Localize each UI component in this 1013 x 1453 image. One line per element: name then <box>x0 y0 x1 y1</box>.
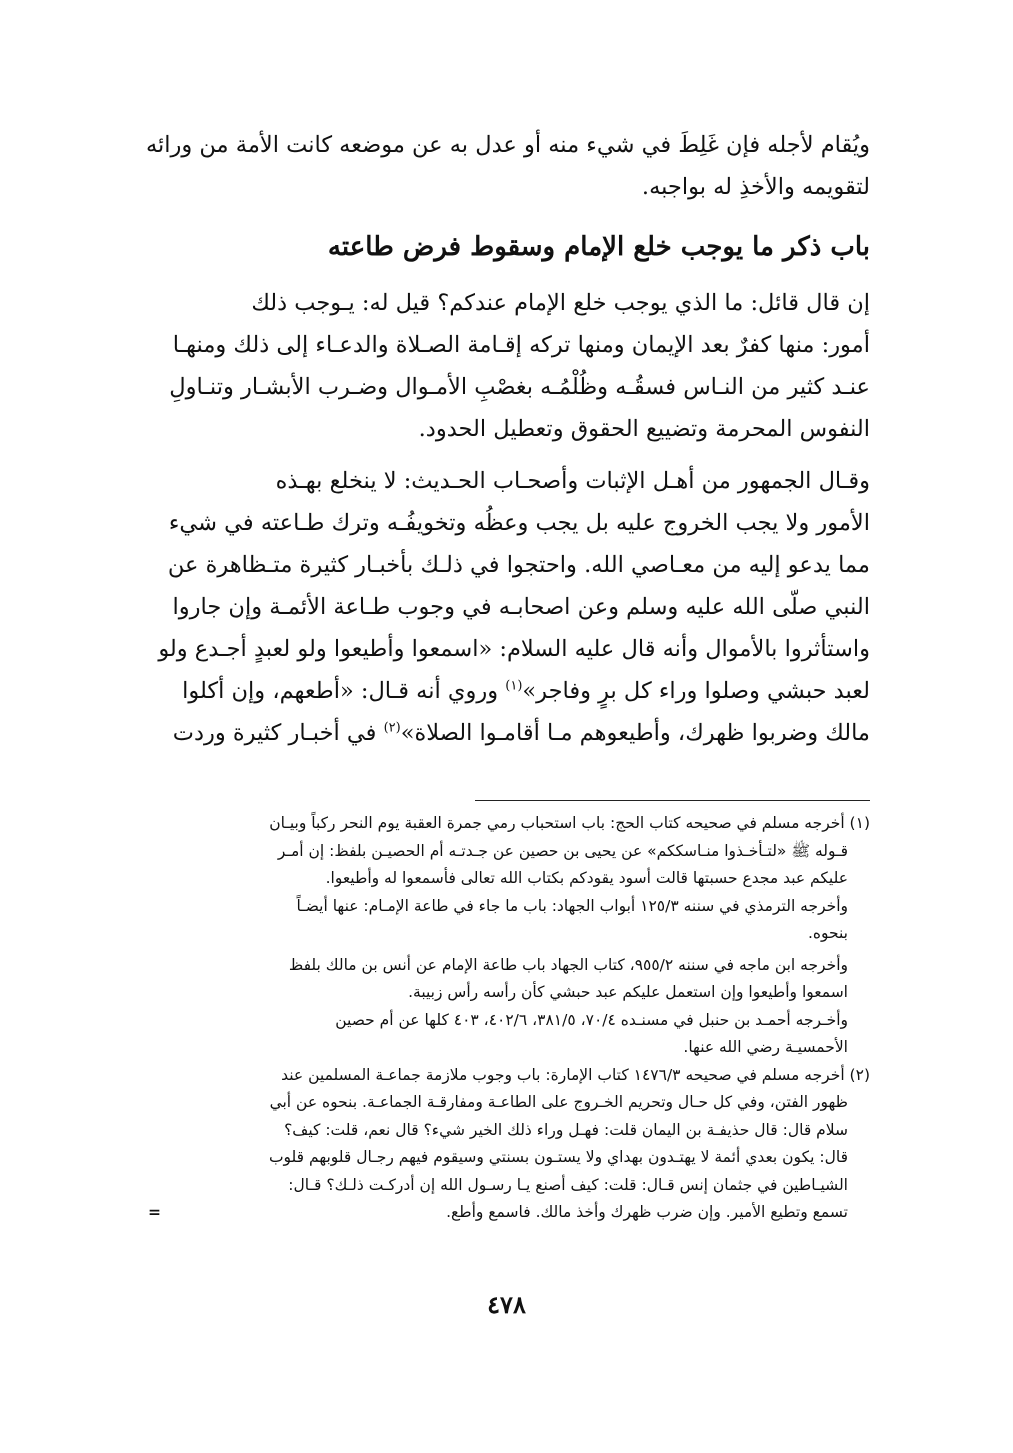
text-line: لتقويمه والأخذِ له بواجبه. <box>641 174 870 200</box>
footnote-line: (١) أخرجه مسلم في صحيحه كتاب الحج: باب استحباب رمي جمرة العقبة يوم النحر ركباً وبيـان <box>269 814 870 832</box>
footnote-line: بنحوه. <box>807 924 848 942</box>
chapter-heading: باب ذكر ما يوجب خلع الإمام وسقوط فرض طاعته <box>327 232 870 262</box>
text-line: عنـد كثير من النـاس فسقُـه وظُلْمُـه بغصْبِ الأمـوال وضـرب الأبشـار وتنـاولِ <box>169 374 870 400</box>
text-line: أمور: منها كفرٌ بعد الإيمان ومنها تركه إقـامة الصـلاة والدعـاء إلى ذلك ومنهـا <box>172 332 870 358</box>
text-line <box>160 712 870 754</box>
footnote-line: عليكم عبد مجدع حسبتها قالت أسود يقودكم بكتاب الله تعالى فأسمعوا له وأطيعوا. <box>325 869 848 887</box>
footnote-ref-1[interactable]: (١) <box>505 678 523 694</box>
footnote-line: ظهور الفتن، وفي كل حـال وتحريم الخـروج على الطاعـة ومفارقـة الجماعـة. بنحوه عن أبي <box>269 1093 848 1111</box>
footnote-line: وأخرجه الترمذي في سننه ١٢٥/٣ أبواب الجهاد: باب ما جاء في طاعة الإمـام: عنها أيضـاً <box>296 896 848 915</box>
text-line: النفوس المحرمة وتضييع الحقوق وتعطيل الحدود. <box>418 416 870 442</box>
text-line: واستأثروا بالأموال وأنه قال عليه السلام: «اسمعوا وأطيعوا ولو لعبدٍ أجـدع ولو <box>158 636 870 662</box>
footnote-line: اسمعوا وأطيعوا وإن استعمل عليكم عبد حبشي كأن رأسه رأس زبيبة. <box>408 983 848 1001</box>
text-segment: تسمع وتطيع الأمير. وإن ضرب ظهرك وأخذ مالك. فاسمع وأطع. <box>446 1203 848 1221</box>
footnote-2 <box>148 1062 870 1227</box>
page-number: ٤٧٨ <box>487 1290 526 1319</box>
footnote-line: وأخرجه ابن ماجه في سننه ٩٥٥/٢، كتاب الجهاد باب طاعة الإمام عن أنس بن مالك بلفظ <box>288 955 848 974</box>
footnote-line: وأخـرجه أحمـد بن حنبل في مسنـده ٧٠/٤، ٣٨١/٥، ٤٠٢/٦، ٤٠٣ كلها عن أم حصين <box>335 1010 848 1029</box>
footnote-line: الأحمسيـة رضي الله عنها. <box>683 1038 848 1056</box>
continuation-mark: = <box>148 1203 161 1221</box>
footnote-line: قـوله ﷺ «لتـأخـذوا منـاسككم» عن يحيى بن حصين عن جـدتـه أم الحصيـن بلفظ: إن أمـر <box>277 841 848 860</box>
text-line: الأمور ولا يجب الخروج عليه بل يجب وعظُه وتخويفُـه وترك طـاعته في شيء <box>168 510 870 536</box>
text-segment: مالك وضربوا ظهرك، وأطيعوهم مـا أقامـوا الصلاة» <box>400 720 870 746</box>
footnote-separator <box>475 800 870 801</box>
opening-paragraph <box>145 124 870 208</box>
text-line: وقـال الجمهور من أهـل الإثبات وأصحـاب الحـديث: لا ينخلع بهـذه <box>275 468 870 494</box>
text-segment: وروي أنه قـال: «أطعهم، وإن أكلوا <box>182 678 506 704</box>
text-segment: لعبد حبشي وصلوا وراء كل برٍ وفاجر» <box>522 678 870 704</box>
footnotes <box>148 810 870 1227</box>
text-line: النبي صلّى الله عليه وسلم وعن اصحابـه في وجوب طـاعة الأئمـة وإن جاروا <box>172 594 870 620</box>
text-line: مما يدعو إليه من معـاصي الله. واحتجوا في ذلـك بأخبـار كثيرة متـظاهرة عن <box>167 552 870 578</box>
footnote-line: قال: يكون بعدي أئمة لا يهتـدون بهداي ولا يستـون بسنتي وسيقوم فيهم رجـال قلوبهم قلوب <box>268 1148 848 1166</box>
footnote-line: (٢) أخرجه مسلم في صحيحه ١٤٧٦/٣ كتاب الإمارة: باب وجوب ملازمة جماعـة المسلمين عند <box>281 1065 870 1084</box>
text-line: ويُقام لأجله فإن غَلِطَ في شيء منه أو عدل به عن موضعه كانت الأمة من ورائه <box>145 132 870 158</box>
paragraph-1 <box>160 282 870 450</box>
text-line <box>160 670 870 712</box>
text-line: إن قال قائل: ما الذي يوجب خلع الإمام عندكم؟ قيل له: يـوجب ذلك <box>251 290 870 316</box>
footnote-1 <box>148 810 870 1062</box>
paragraph-2 <box>160 460 870 754</box>
text-segment: في أخبـار كثيرة وردت <box>172 720 384 746</box>
main-text <box>145 124 870 754</box>
footnote-line: الشيـاطين في جثمان إنس قـال: قلت: كيف أصنع يـا رسـول الله إن أدركـت ذلـك؟ قـال: <box>288 1175 848 1194</box>
footnote-line: سلام قال: قال حذيفـة بن اليمان قلت: فهـل وراء ذلك الخير شيء؟ قال نعم، قلت: كيف؟ <box>284 1120 848 1139</box>
footnote-line <box>148 1199 870 1227</box>
footnote-ref-2[interactable]: (٢) <box>383 720 401 736</box>
